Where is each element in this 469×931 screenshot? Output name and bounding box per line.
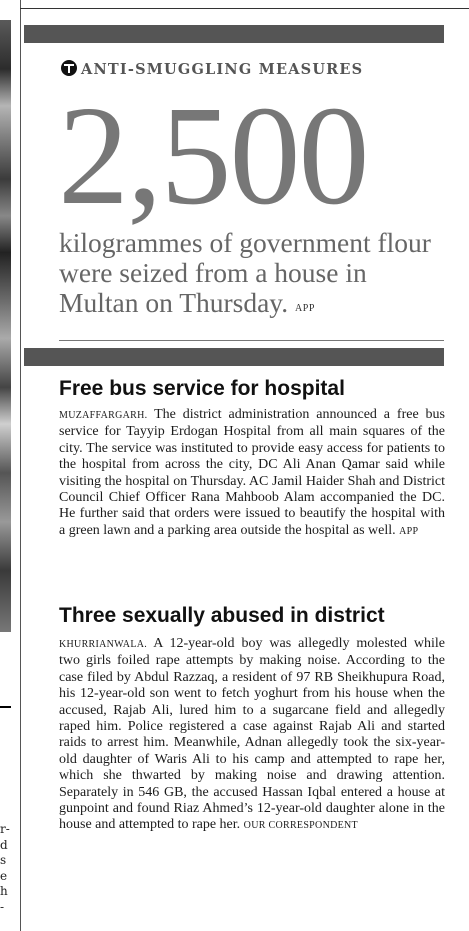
- fragment: s: [0, 853, 7, 867]
- adjacent-text-fragments: [0, 822, 11, 915]
- adjacent-rule: [0, 706, 11, 708]
- article-dateline: MUZAFFARGARH.: [59, 410, 148, 421]
- fragment: d: [0, 837, 8, 852]
- article-body: [59, 636, 445, 835]
- column-divider: [20, 0, 21, 931]
- article-body: [59, 407, 445, 540]
- section-bar-top: [24, 25, 444, 43]
- fragment: -: [0, 899, 5, 914]
- publication-logo-icon: [61, 60, 77, 76]
- kicker-text: ANTI-SMUGGLING MEASURES: [81, 61, 364, 78]
- article-text: The district administration announced a free bus service for Tayyip Erdogan Hospital from all main squares of the city. The service was instituted to provide easy access for patients to the hospital from across the city, DC Ali Anan Qamar said while visiting the hospital on Thursday. AC Jamil Haider Shah and District Council Chief Officer Rana Mahboob Alam accompanied the DC. He further said that orders were issued to beautify the hospital with a green lawn and a parking area outside the hospital as well.: [59, 407, 445, 538]
- feature-subtext: [59, 228, 449, 324]
- article-headline: Three sexually abused in district: [59, 604, 385, 627]
- article-headline: Free bus service for hospital: [59, 377, 345, 400]
- feature-figure: 2,500: [58, 76, 368, 234]
- adjacent-column-strip: [0, 0, 11, 931]
- article-credit: APP: [399, 525, 419, 537]
- fragment: e: [0, 868, 8, 883]
- fragment: h: [0, 884, 8, 898]
- article-text: A 12-year-old boy was allegedly molested while two girls foiled rape attempts by making noise. According to the case filed by Abdul Razzaq, a resident of 97 RB Sheikhupura Road, his 12-year-old son went to fetch yoghurt from his house when the accused, Rajab Ali, lured him to a sugarcane field and allegedly raped him. Police registered a case against Rajab Ali and started raids to arrest him. Meanwhile, Adnan allegedly took the six-year-old daughter of Waris Ali to his camp and attempted to rape her, which she thwarted by making noise and drawing attention. Separately in 546 GB, the accused Hassan Iqbal entered a house at gunpoint and found Riaz Ahmed’s 12-year-old daughter alone in the house and attempted to rape her.: [59, 636, 445, 833]
- divider-rule: [59, 340, 444, 341]
- article-dateline: KHURRIANWALA.: [59, 639, 148, 650]
- article-credit: OUR CORRESPONDENT: [243, 820, 358, 832]
- feature-source: APP: [295, 303, 315, 314]
- top-rule: [20, 8, 469, 9]
- adjacent-photo: [0, 20, 11, 632]
- section-bar-middle: [24, 348, 444, 366]
- fragment: r-: [0, 822, 10, 836]
- feature-subtext-body: kilogrammes of government flour were seized from a house in Multan on Thursday.: [59, 227, 431, 318]
